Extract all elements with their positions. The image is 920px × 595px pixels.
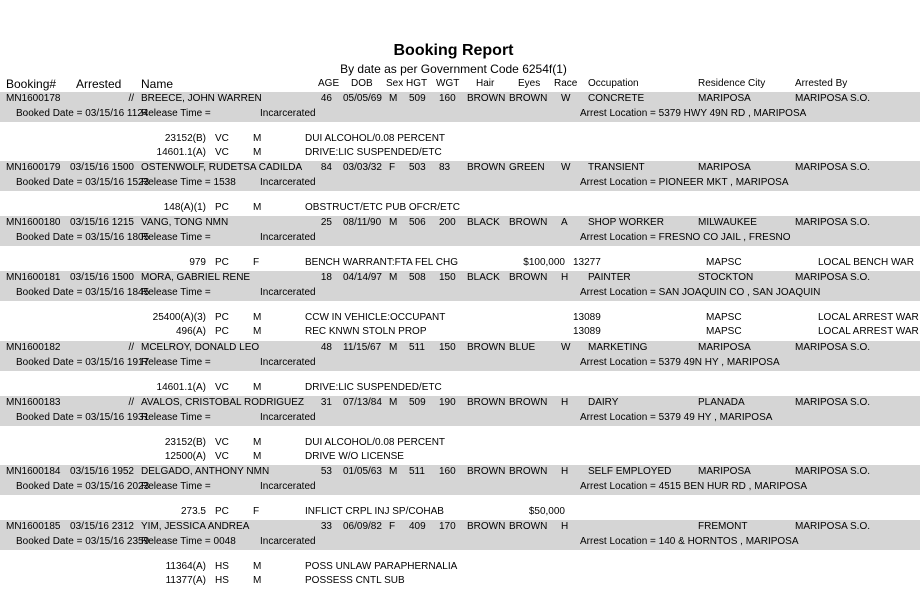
arrested-by-value: MARIPOSA S.O. (795, 162, 871, 173)
sex-value: F (389, 521, 396, 532)
custody-status: Incarcerated (260, 357, 316, 368)
release-time: Release Time = (141, 108, 211, 119)
header-occupation: Occupation (588, 78, 639, 89)
height-value: 509 (409, 397, 426, 408)
charge-level: M (253, 312, 262, 323)
warrant-number: 13277 (573, 257, 601, 268)
header-hgt: HGT (406, 78, 428, 89)
race-value: H (561, 521, 569, 532)
header-booking: Booking# (6, 77, 57, 91)
race-value: W (561, 93, 571, 104)
charge-level: M (253, 437, 262, 448)
warrant-agency: MAPSC (706, 257, 742, 268)
booked-date: Booked Date = 03/15/16 2023 (16, 481, 150, 492)
charge-description: DUI ALCOHOL/0.08 PERCENT (305, 437, 446, 448)
warrant-number: 13089 (573, 312, 601, 323)
dob-value: 06/09/82 (343, 521, 382, 532)
hair-value: BROWN (467, 466, 506, 477)
charge-type: VC (215, 133, 229, 144)
charge-description: CCW IN VEHICLE:OCCUPANT (305, 312, 446, 323)
charge-description: POSS UNLAW PARAPHERNALIA (305, 561, 458, 572)
release-time: Release Time = 0048 (141, 536, 236, 547)
release-time: Release Time = (141, 232, 211, 243)
booking-number: MN1600185 (6, 521, 61, 532)
weight-value: 160 (439, 466, 456, 477)
weight-value: 200 (439, 217, 456, 228)
person-name: MORA, GABRIEL RENE (141, 272, 251, 283)
occupation-value: SELF EMPLOYED (588, 466, 672, 477)
eyes-value: BROWN (509, 272, 548, 283)
booked-date: Booked Date = 03/15/16 1805 (16, 232, 150, 243)
sex-value: M (389, 397, 398, 408)
arrest-location: Arrest Location = 140 & HORNTOS , MARIPOSA (580, 536, 799, 547)
race-value: H (561, 397, 569, 408)
custody-status: Incarcerated (260, 481, 316, 492)
age-value: 25 (320, 217, 332, 228)
booked-date: Booked Date = 03/15/16 1523 (16, 177, 150, 188)
arrested-datetime: 03/15/16 2312 (70, 521, 134, 532)
arrested-by-value: MARIPOSA S.O. (795, 272, 871, 283)
header-arrested: Arrested (76, 77, 122, 91)
charge-type: PC (215, 202, 229, 213)
arrested-by-value: MARIPOSA S.O. (795, 342, 871, 353)
arrested-by-value: MARIPOSA S.O. (795, 397, 871, 408)
charge-level: M (253, 575, 262, 586)
charge-code: 11364(A) (165, 561, 206, 572)
eyes-value: BROWN (509, 217, 548, 228)
sex-value: M (389, 342, 398, 353)
warrant-number: 13089 (573, 326, 601, 337)
booked-date: Booked Date = 03/15/16 1931 (16, 412, 150, 423)
bail-amount: $50,000 (528, 506, 565, 517)
bail-amount: $100,000 (523, 257, 565, 268)
residence-value: MARIPOSA (698, 162, 751, 173)
charge-type: VC (215, 147, 229, 158)
age-value: 31 (320, 397, 332, 408)
age-value: 46 (320, 93, 332, 104)
charge-description: DRIVE:LIC SUSPENDED/ETC (305, 382, 442, 393)
charge-type: VC (215, 451, 229, 462)
charge-type: VC (215, 382, 229, 393)
header-dob: DOB (351, 78, 373, 89)
occupation-value: TRANSIENT (588, 162, 645, 173)
charge-code: 23152(B) (164, 437, 206, 448)
header-eyes: Eyes (518, 78, 541, 89)
arrest-location: Arrest Location = SAN JOAQUIN CO , SAN JOAQUIN (580, 287, 821, 298)
person-name: OSTENWOLF, RUDETSA CADILDA (141, 162, 303, 173)
charge-level: M (253, 382, 262, 393)
charge-description: BENCH WARRANT:FTA FEL CHG (305, 257, 458, 268)
charge-code: 25400(A)(3) (152, 312, 206, 323)
release-time: Release Time = (141, 412, 211, 423)
release-time: Release Time = (141, 287, 211, 298)
race-value: H (561, 272, 569, 283)
charge-code: 148(A)(1) (163, 202, 206, 213)
race-value: A (561, 217, 568, 228)
charge-code: 14601.1(A) (156, 147, 206, 158)
person-name: AVALOS, CRISTOBAL RODRIGUEZ (141, 397, 304, 408)
weight-value: 83 (439, 162, 451, 173)
booking-number: MN1600183 (6, 397, 61, 408)
arrested-datetime: 03/15/16 1952 (70, 466, 134, 477)
occupation-value: MARKETING (588, 342, 648, 353)
dob-value: 01/05/63 (343, 466, 382, 477)
charge-level: M (253, 133, 262, 144)
release-time: Release Time = 1538 (141, 177, 236, 188)
eyes-value: BROWN (509, 397, 548, 408)
header-sex: Sex (386, 78, 404, 89)
booking-number: MN1600184 (6, 466, 61, 477)
age-value: 33 (320, 521, 332, 532)
occupation-value: DAIRY (588, 397, 619, 408)
eyes-value: BLUE (509, 342, 536, 353)
sex-value: M (389, 466, 398, 477)
arrest-location: Arrest Location = 5379 HWY 49N RD , MARIPOSA (580, 108, 807, 119)
arrested-datetime: 03/15/16 1500 (70, 162, 134, 173)
charge-code: 979 (189, 257, 206, 268)
residence-value: PLANADA (698, 397, 745, 408)
charge-description: REC KNWN STOLN PROP (305, 326, 427, 337)
charge-type: PC (215, 506, 229, 517)
residence-value: STOCKTON (698, 272, 754, 283)
charge-code: 273.5 (180, 506, 206, 517)
occupation-value: SHOP WORKER (588, 217, 664, 228)
arrested-datetime: // (128, 93, 134, 104)
charge-type: PC (215, 312, 229, 323)
booked-date: Booked Date = 03/15/16 1124 (16, 108, 149, 119)
dob-value: 07/13/84 (343, 397, 382, 408)
race-value: W (561, 342, 571, 353)
weight-value: 190 (439, 397, 456, 408)
warrant-remark: LOCAL ARREST WAR (818, 312, 919, 323)
warrant-remark: LOCAL BENCH WAR (818, 257, 914, 268)
charge-level: F (253, 506, 260, 517)
header-race: Race (554, 78, 578, 89)
arrested-datetime: 03/15/16 1215 (70, 217, 134, 228)
arrested-datetime: // (128, 342, 134, 353)
person-name: DELGADO, ANTHONY NMN (141, 466, 270, 477)
booked-date: Booked Date = 03/15/16 1845 (16, 287, 150, 298)
age-value: 53 (320, 466, 332, 477)
height-value: 509 (409, 93, 426, 104)
charge-code: 496(A) (175, 326, 206, 337)
charge-description: DRIVE W/O LICENSE (305, 451, 404, 462)
report-subtitle: By date as per Government Code 6254f(1) (340, 62, 567, 76)
charge-level: M (253, 147, 262, 158)
charge-type: PC (215, 326, 229, 337)
charge-code: 14601.1(A) (156, 382, 206, 393)
sex-value: M (389, 272, 398, 283)
eyes-value: BROWN (509, 93, 548, 104)
occupation-value: PAINTER (588, 272, 631, 283)
residence-value: FREMONT (698, 521, 748, 532)
arrested-by-value: MARIPOSA S.O. (795, 93, 871, 104)
booking-number: MN1600182 (6, 342, 61, 353)
dob-value: 08/11/90 (343, 217, 382, 228)
arrest-location: Arrest Location = 4515 BEN HUR RD , MARIPOSA (580, 481, 808, 492)
warrant-agency: MAPSC (706, 312, 742, 323)
dob-value: 11/15/67 (343, 342, 382, 353)
warrant-remark: LOCAL ARREST WAR (818, 326, 919, 337)
booked-date: Booked Date = 03/15/16 1917 (16, 357, 150, 368)
charge-level: M (253, 326, 262, 337)
person-name: MCELROY, DONALD LEO (141, 342, 260, 353)
sex-value: F (389, 162, 396, 173)
charge-description: DRIVE:LIC SUSPENDED/ETC (305, 147, 442, 158)
race-value: W (561, 162, 571, 173)
hair-value: BROWN (467, 342, 506, 353)
residence-value: MILWAUKEE (698, 217, 757, 228)
arrest-location: Arrest Location = PIONEER MKT , MARIPOSA (580, 177, 789, 188)
header-age: AGE (318, 78, 340, 89)
charge-type: VC (215, 437, 229, 448)
hair-value: BLACK (467, 217, 500, 228)
age-value: 18 (320, 272, 332, 283)
race-value: H (561, 466, 569, 477)
residence-value: MARIPOSA (698, 93, 751, 104)
charge-description: POSSESS CNTL SUB (305, 575, 405, 586)
eyes-value: GREEN (509, 162, 545, 173)
charge-type: PC (215, 257, 229, 268)
charge-code: 12500(A) (164, 451, 206, 462)
residence-value: MARIPOSA (698, 342, 751, 353)
charge-code: 11377(A) (165, 575, 206, 586)
charge-code: 23152(B) (164, 133, 206, 144)
residence-value: MARIPOSA (698, 466, 751, 477)
person-name: YIM, JESSICA ANDREA (141, 521, 250, 532)
booking-number: MN1600178 (6, 93, 61, 104)
weight-value: 160 (439, 93, 456, 104)
report-title: Booking Report (393, 42, 514, 59)
sex-value: M (389, 93, 398, 104)
header-wgt: WGT (436, 78, 460, 89)
arrested-by-value: MARIPOSA S.O. (795, 217, 871, 228)
charge-type: HS (215, 575, 229, 586)
arrested-datetime: 03/15/16 1500 (70, 272, 134, 283)
weight-value: 170 (439, 521, 456, 532)
age-value: 48 (320, 342, 332, 353)
dob-value: 04/14/97 (343, 272, 382, 283)
eyes-value: BROWN (509, 466, 548, 477)
person-name: VANG, TONG NMN (141, 217, 229, 228)
booking-number: MN1600180 (6, 217, 61, 228)
hair-value: BROWN (467, 162, 506, 173)
release-time: Release Time = (141, 481, 211, 492)
occupation-value: CONCRETE (588, 93, 645, 104)
height-value: 503 (409, 162, 426, 173)
custody-status: Incarcerated (260, 108, 316, 119)
booking-number: MN1600179 (6, 162, 61, 173)
height-value: 409 (409, 521, 426, 532)
height-value: 511 (409, 466, 425, 477)
charge-type: HS (215, 561, 229, 572)
hair-value: BROWN (467, 397, 506, 408)
hair-value: BLACK (467, 272, 500, 283)
hair-value: BROWN (467, 93, 506, 104)
arrest-location: Arrest Location = 5379 49N HY , MARIPOSA (580, 357, 780, 368)
dob-value: 05/05/69 (343, 93, 382, 104)
custody-status: Incarcerated (260, 287, 316, 298)
hair-value: BROWN (467, 521, 506, 532)
custody-status: Incarcerated (260, 536, 316, 547)
height-value: 508 (409, 272, 426, 283)
charge-level: F (253, 257, 260, 268)
header-arrested-by: Arrested By (795, 78, 848, 89)
arrest-location: Arrest Location = FRESNO CO JAIL , FRESNO (580, 232, 791, 243)
person-name: BREECE, JOHN WARREN (141, 93, 262, 104)
weight-value: 150 (439, 272, 456, 283)
charge-description: INFLICT CRPL INJ SP/COHAB (305, 506, 444, 517)
arrested-by-value: MARIPOSA S.O. (795, 466, 871, 477)
custody-status: Incarcerated (260, 412, 316, 423)
header-name: Name (141, 77, 174, 91)
height-value: 506 (409, 217, 426, 228)
booking-number: MN1600181 (6, 272, 61, 283)
booked-date: Booked Date = 03/15/16 2359 (16, 536, 150, 547)
custody-status: Incarcerated (260, 232, 316, 243)
charge-level: M (253, 202, 262, 213)
height-value: 511 (409, 342, 425, 353)
arrested-by-value: MARIPOSA S.O. (795, 521, 871, 532)
sex-value: M (389, 217, 398, 228)
dob-value: 03/03/32 (343, 162, 382, 173)
warrant-agency: MAPSC (706, 326, 742, 337)
age-value: 84 (320, 162, 332, 173)
header-hair: Hair (476, 78, 495, 89)
weight-value: 150 (439, 342, 456, 353)
charge-description: OBSTRUCT/ETC PUB OFCR/ETC (305, 202, 461, 213)
eyes-value: BROWN (509, 521, 548, 532)
release-time: Release Time = (141, 357, 211, 368)
charge-description: DUI ALCOHOL/0.08 PERCENT (305, 133, 446, 144)
custody-status: Incarcerated (260, 177, 316, 188)
charge-level: M (253, 561, 262, 572)
header-residence: Residence City (698, 78, 766, 89)
arrested-datetime: // (128, 397, 134, 408)
arrest-location: Arrest Location = 5379 49 HY , MARIPOSA (580, 412, 773, 423)
charge-level: M (253, 451, 262, 462)
